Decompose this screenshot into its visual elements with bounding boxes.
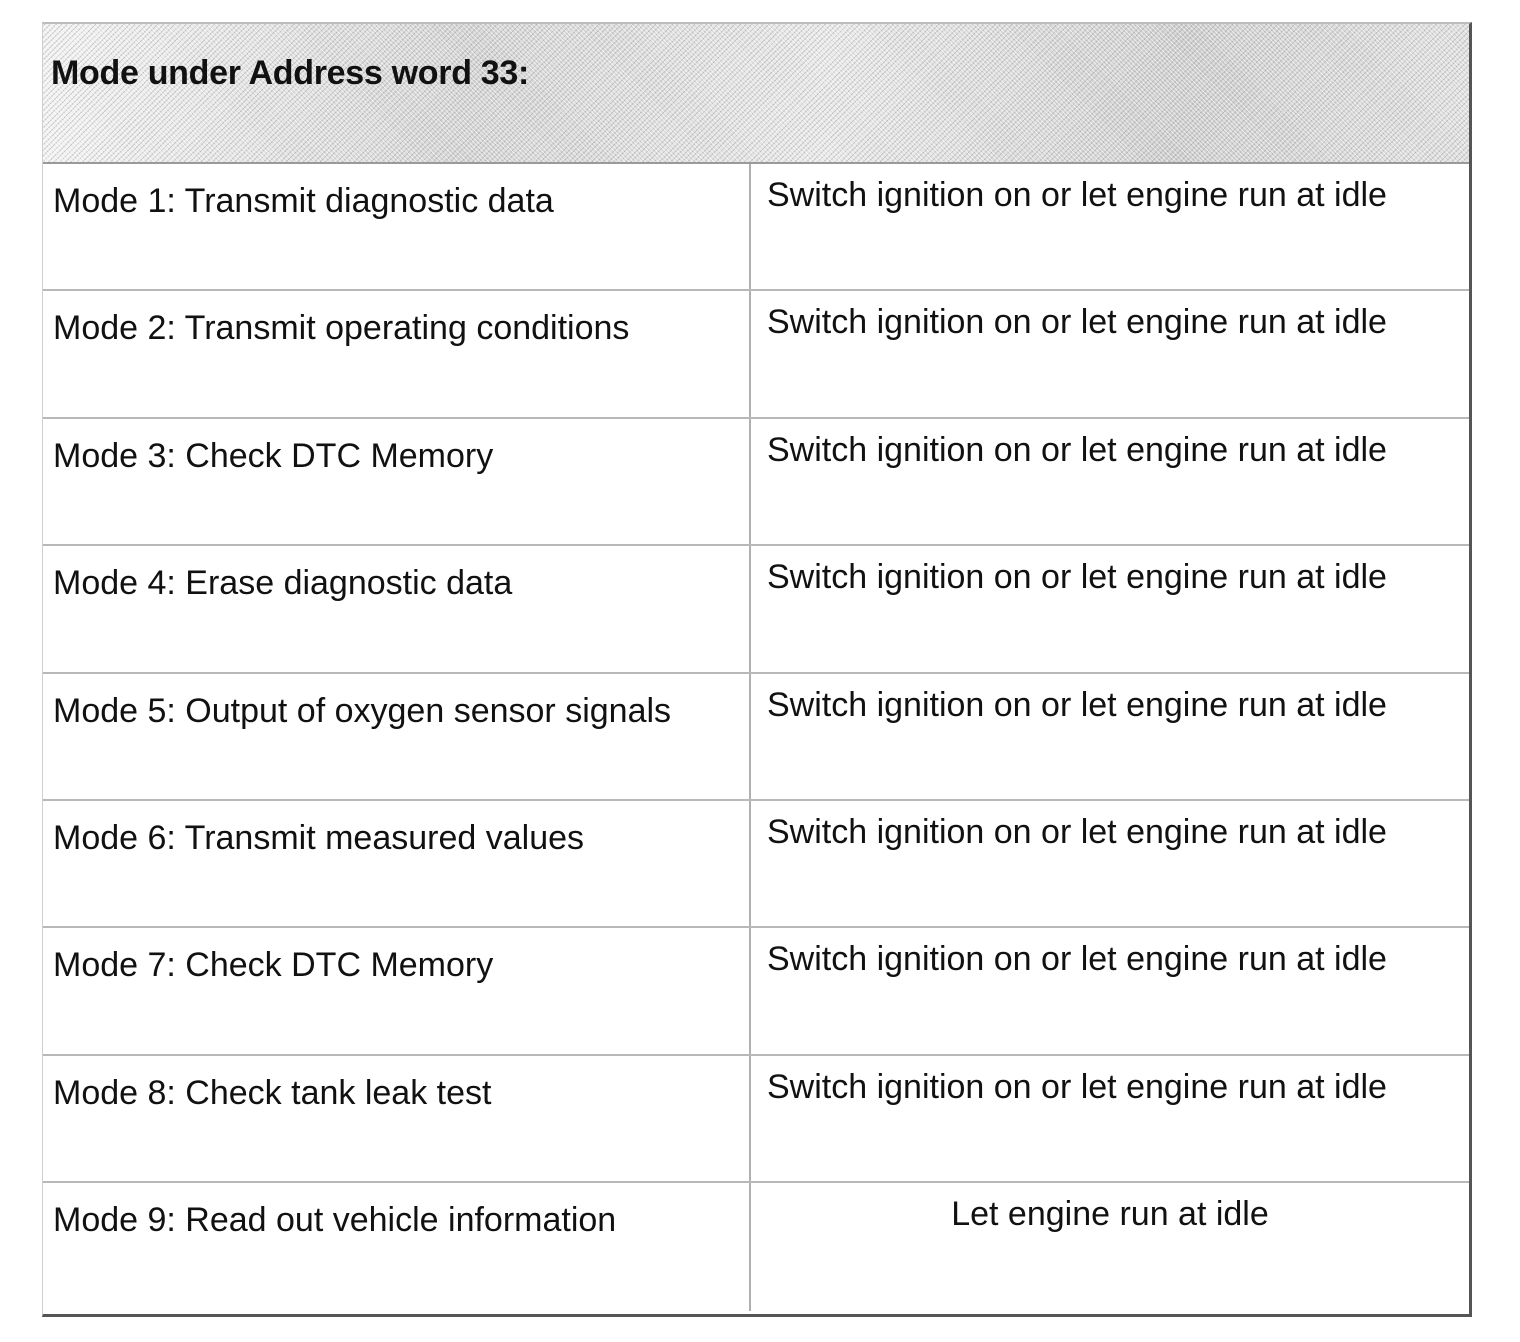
condition-cell: Switch ignition on or let engine run at idle	[767, 558, 1387, 597]
mode-cell: Mode 8: Check tank leak test	[43, 1056, 751, 1181]
table-header	[43, 24, 1469, 164]
table-row	[43, 1183, 1469, 1310]
mode-cell: Mode 7: Check DTC Memory	[43, 928, 751, 1053]
mode-cell: Mode 2: Transmit operating conditions	[43, 291, 751, 416]
table-body	[43, 164, 1469, 1311]
condition-cell: Let engine run at idle	[951, 1195, 1269, 1234]
condition-cell: Switch ignition on or let engine run at idle	[767, 685, 1387, 724]
mode-cell: Mode 9: Read out vehicle information	[43, 1183, 751, 1310]
table-row	[43, 1056, 1469, 1183]
condition-cell: Switch ignition on or let engine run at idle	[767, 812, 1387, 851]
table-row	[43, 546, 1469, 673]
mode-cell: Mode 4: Erase diagnostic data	[43, 546, 751, 671]
mode-cell: Mode 5: Output of oxygen sensor signals	[43, 674, 751, 799]
condition-cell: Switch ignition on or let engine run at idle	[767, 940, 1387, 979]
condition-cell: Switch ignition on or let engine run at idle	[767, 430, 1387, 469]
table-row	[43, 674, 1469, 801]
mode-cell: Mode 3: Check DTC Memory	[43, 419, 751, 544]
table-row	[43, 164, 1469, 291]
mode-cell: Mode 1: Transmit diagnostic data	[43, 164, 751, 289]
table-row	[43, 801, 1469, 928]
table-row	[43, 928, 1469, 1055]
mode-cell: Mode 6: Transmit measured values	[43, 801, 751, 926]
condition-cell: Switch ignition on or let engine run at idle	[767, 303, 1387, 342]
condition-cell: Switch ignition on or let engine run at idle	[767, 176, 1387, 214]
table-row	[43, 291, 1469, 418]
table-row	[43, 419, 1469, 546]
mode-table	[42, 22, 1472, 1317]
condition-cell: Switch ignition on or let engine run at idle	[767, 1067, 1387, 1106]
table-title: Mode under Address word 33:	[51, 54, 530, 92]
